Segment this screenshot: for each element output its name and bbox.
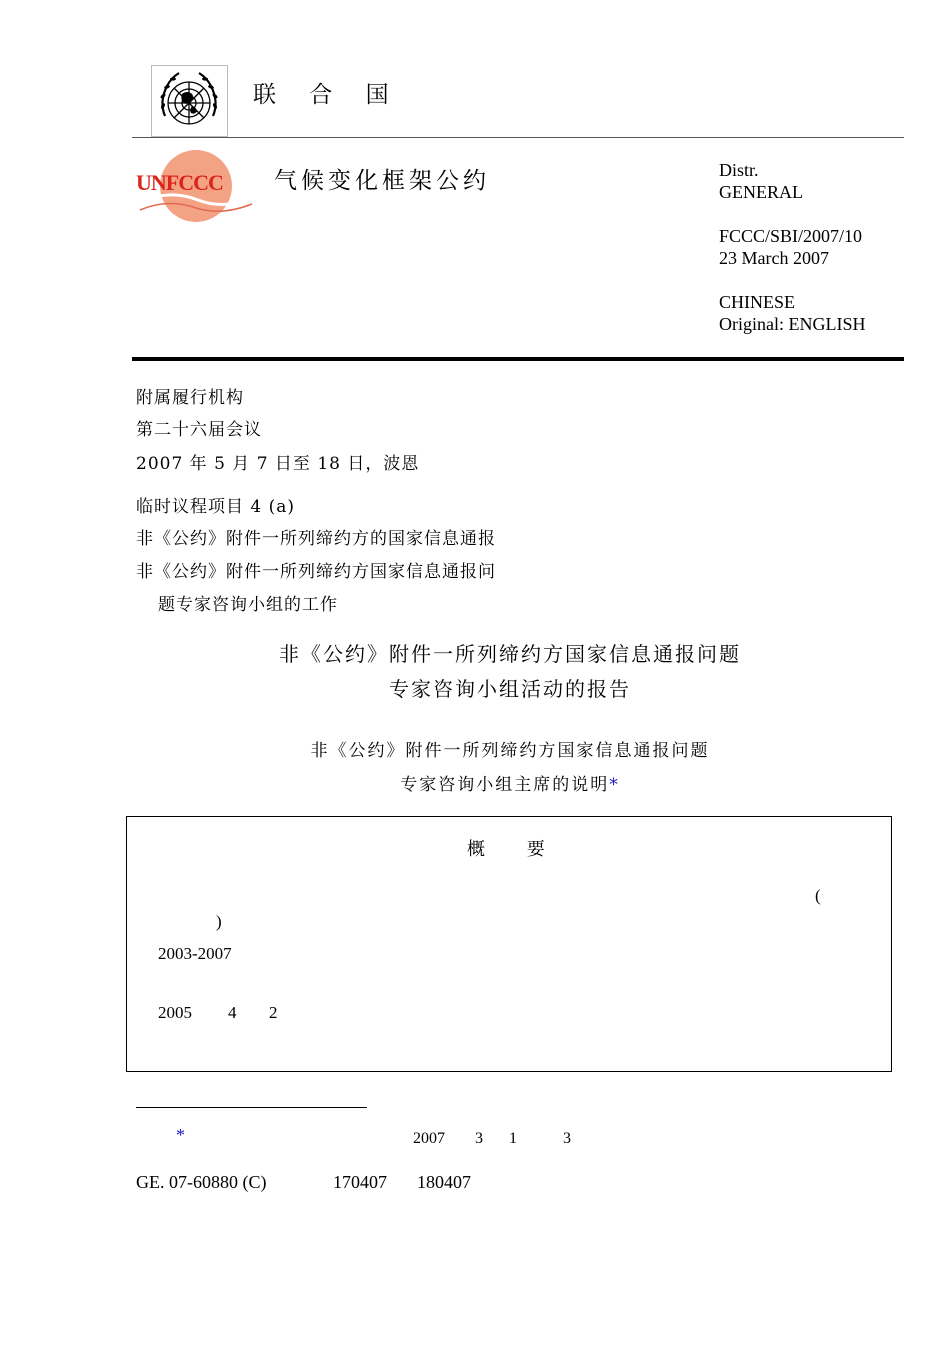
agenda-item-title: 非《公约》附件一所列缔约方的国家信息通报 (136, 529, 496, 549)
agenda-subitem-line1: 非《公约》附件一所列缔约方国家信息通报问 (136, 562, 496, 582)
footnote-number-3: 3 (563, 1130, 571, 1147)
un-name: 联 合 国 (253, 82, 402, 108)
convention-name: 气候变化框架公约 (274, 168, 490, 194)
footnote-reference-star[interactable]: * (609, 775, 620, 795)
job-date-2: 180407 (417, 1172, 471, 1192)
footnote-rule (136, 1107, 367, 1108)
summary-open-paren: ( (815, 886, 821, 905)
document-symbol: FCCC/SBI/2007/10 (719, 226, 863, 246)
footnote-marker: * (176, 1125, 185, 1145)
unfccc-logo-text: UNFCCC (136, 170, 223, 195)
main-divider (132, 357, 904, 361)
summary-number-2: 2 (269, 1003, 278, 1022)
session-name: 第二十六届会议 (136, 420, 262, 440)
subsidiary-body: 附属履行机构 (136, 388, 244, 408)
note-title-text: 专家咨询小组主席的说明 (400, 775, 610, 795)
session-dates-place: 2007 年 5 月 7 日至 18 日，波恩 (136, 454, 420, 474)
document-date: 23 March 2007 (719, 248, 829, 268)
distr-label: Distr. (719, 160, 759, 180)
summary-number-4: 4 (228, 1003, 237, 1022)
un-emblem-logo (151, 65, 228, 137)
report-title-line2: 专家咨询小组活动的报告 (389, 677, 631, 701)
job-date-1: 170407 (333, 1172, 387, 1192)
header-rule (132, 137, 904, 138)
agenda-item: 临时议程项目 4 (a) (136, 497, 296, 517)
footnote-day: 1 (509, 1130, 517, 1147)
unfccc-logo (134, 148, 262, 226)
summary-heading: 概 要 (467, 839, 545, 860)
distribution-block (719, 159, 865, 335)
note-title-line1: 非《公约》附件一所列缔约方国家信息通报问题 (310, 741, 710, 761)
job-number: GE. 07-60880 (C) (136, 1172, 267, 1192)
footnote-month: 3 (475, 1130, 483, 1147)
summary-year: 2005 (158, 1003, 192, 1022)
note-title-line2 (0, 770, 950, 795)
document-language: CHINESE (719, 292, 795, 312)
distr-value: GENERAL (719, 182, 803, 202)
summary-close-paren: ) (216, 912, 222, 931)
original-language: Original: ENGLISH (719, 314, 866, 334)
footnote-year: 2007 (413, 1130, 445, 1147)
summary-period: 2003-2007 (158, 944, 232, 963)
report-title-line1: 非《公约》附件一所列缔约方国家信息通报问题 (279, 642, 741, 666)
agenda-subitem-line2: 题专家咨询小组的工作 (158, 595, 338, 615)
